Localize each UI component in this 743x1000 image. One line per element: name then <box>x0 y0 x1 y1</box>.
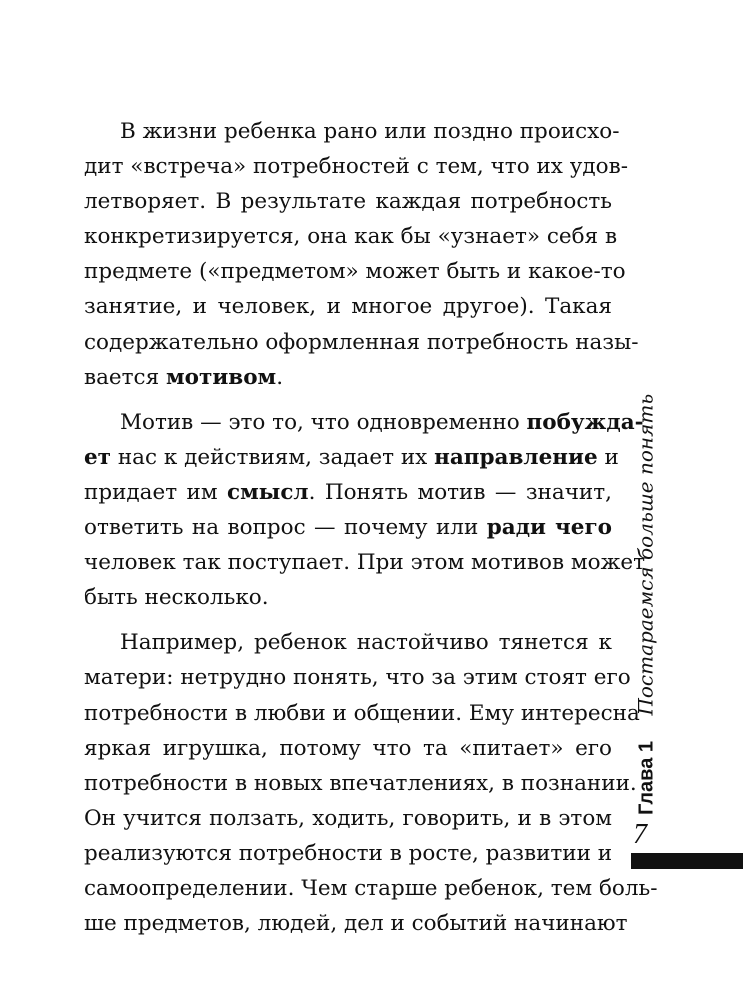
text-line <box>84 801 612 836</box>
page-number: 7 <box>633 819 647 850</box>
text-line <box>84 475 612 510</box>
text-line <box>84 731 612 766</box>
bold-text: ет <box>84 444 112 470</box>
text-line <box>84 219 618 254</box>
text-segment: Он учится ползать, ходить, говорить, и в этом <box>84 805 612 831</box>
text-line <box>84 149 628 184</box>
text-line <box>84 254 626 289</box>
text-line <box>84 360 612 395</box>
text-line <box>84 766 637 801</box>
text-line <box>84 836 612 871</box>
text-segment: реализуются потребности в росте, развитии и <box>84 840 613 866</box>
text-line <box>84 580 612 615</box>
text-segment: . Понять мотив — значит, <box>308 479 612 505</box>
text-segment: человек так поступает. При этом мотивов может <box>84 550 645 576</box>
text-line <box>84 325 639 360</box>
text-line <box>84 510 612 545</box>
text-segment: занятие, и человек, и многое другое). Такая <box>84 294 612 320</box>
text-line <box>84 114 620 149</box>
text-segment: . <box>276 364 284 390</box>
chapter-label: Глава 1 <box>635 740 658 815</box>
paragraph <box>84 114 639 395</box>
text-line <box>84 184 612 219</box>
text-segment: потребности в любви и общении. Ему интересна <box>84 700 640 726</box>
text-line <box>84 625 612 660</box>
text-segment: В жизни ребенка рано или поздно происхо- <box>120 119 620 144</box>
text-segment: вается <box>84 364 166 390</box>
running-header <box>626 393 666 815</box>
text-segment: яркая игрушка, потому что та «питает» его <box>84 735 612 761</box>
text-line <box>84 545 645 580</box>
bold-text: мотивом <box>165 364 277 390</box>
text-line <box>84 906 628 941</box>
bold-text: смысл <box>227 479 309 505</box>
text-segment: матери: нетрудно понять, что за этим стоят его <box>84 665 631 691</box>
text-segment: быть несколько. <box>84 585 269 611</box>
paragraph <box>84 405 645 616</box>
bold-text: ради чего <box>486 515 612 541</box>
running-header-text <box>633 393 659 815</box>
bold-text: направление <box>434 444 598 470</box>
text-segment: потребности в новых впечатлениях, в познании. <box>84 770 637 796</box>
text-line <box>84 440 619 475</box>
text-segment: Мотив — это то, что одновременно <box>120 409 527 435</box>
text-segment: придает им <box>84 479 228 505</box>
text-line <box>84 696 640 731</box>
text-segment: и <box>597 444 619 470</box>
text-segment: Например, ребенок настойчиво тянется к <box>120 630 612 656</box>
chapter-title: Постараемся больше понять <box>633 393 658 716</box>
text-segment: предмете («предметом» может быть и какое-то <box>84 259 626 285</box>
text-line <box>84 405 644 440</box>
page-marker-bar <box>631 853 743 869</box>
text-segment: летворяет. В результате каждая потребность <box>84 189 612 215</box>
text-line <box>84 660 631 695</box>
text-line <box>84 289 612 324</box>
text-segment: нас к действиям, задает их <box>111 444 435 470</box>
text-line <box>84 871 658 906</box>
text-segment: ше предметов, людей, дел и событий начинают <box>84 911 628 937</box>
text-segment: самоопределении. Чем старше ребенок, тем боль- <box>84 875 658 901</box>
text-segment: ответить на вопрос — почему или <box>84 515 487 541</box>
text-segment: содержательно оформленная потребность назы- <box>84 329 639 355</box>
text-segment: конкретизируется, она как бы «узнает» себя в <box>84 224 618 250</box>
text-segment: дит «встреча» потребностей с тем, что их удов- <box>84 154 628 180</box>
bold-text: побуждa- <box>526 409 644 435</box>
